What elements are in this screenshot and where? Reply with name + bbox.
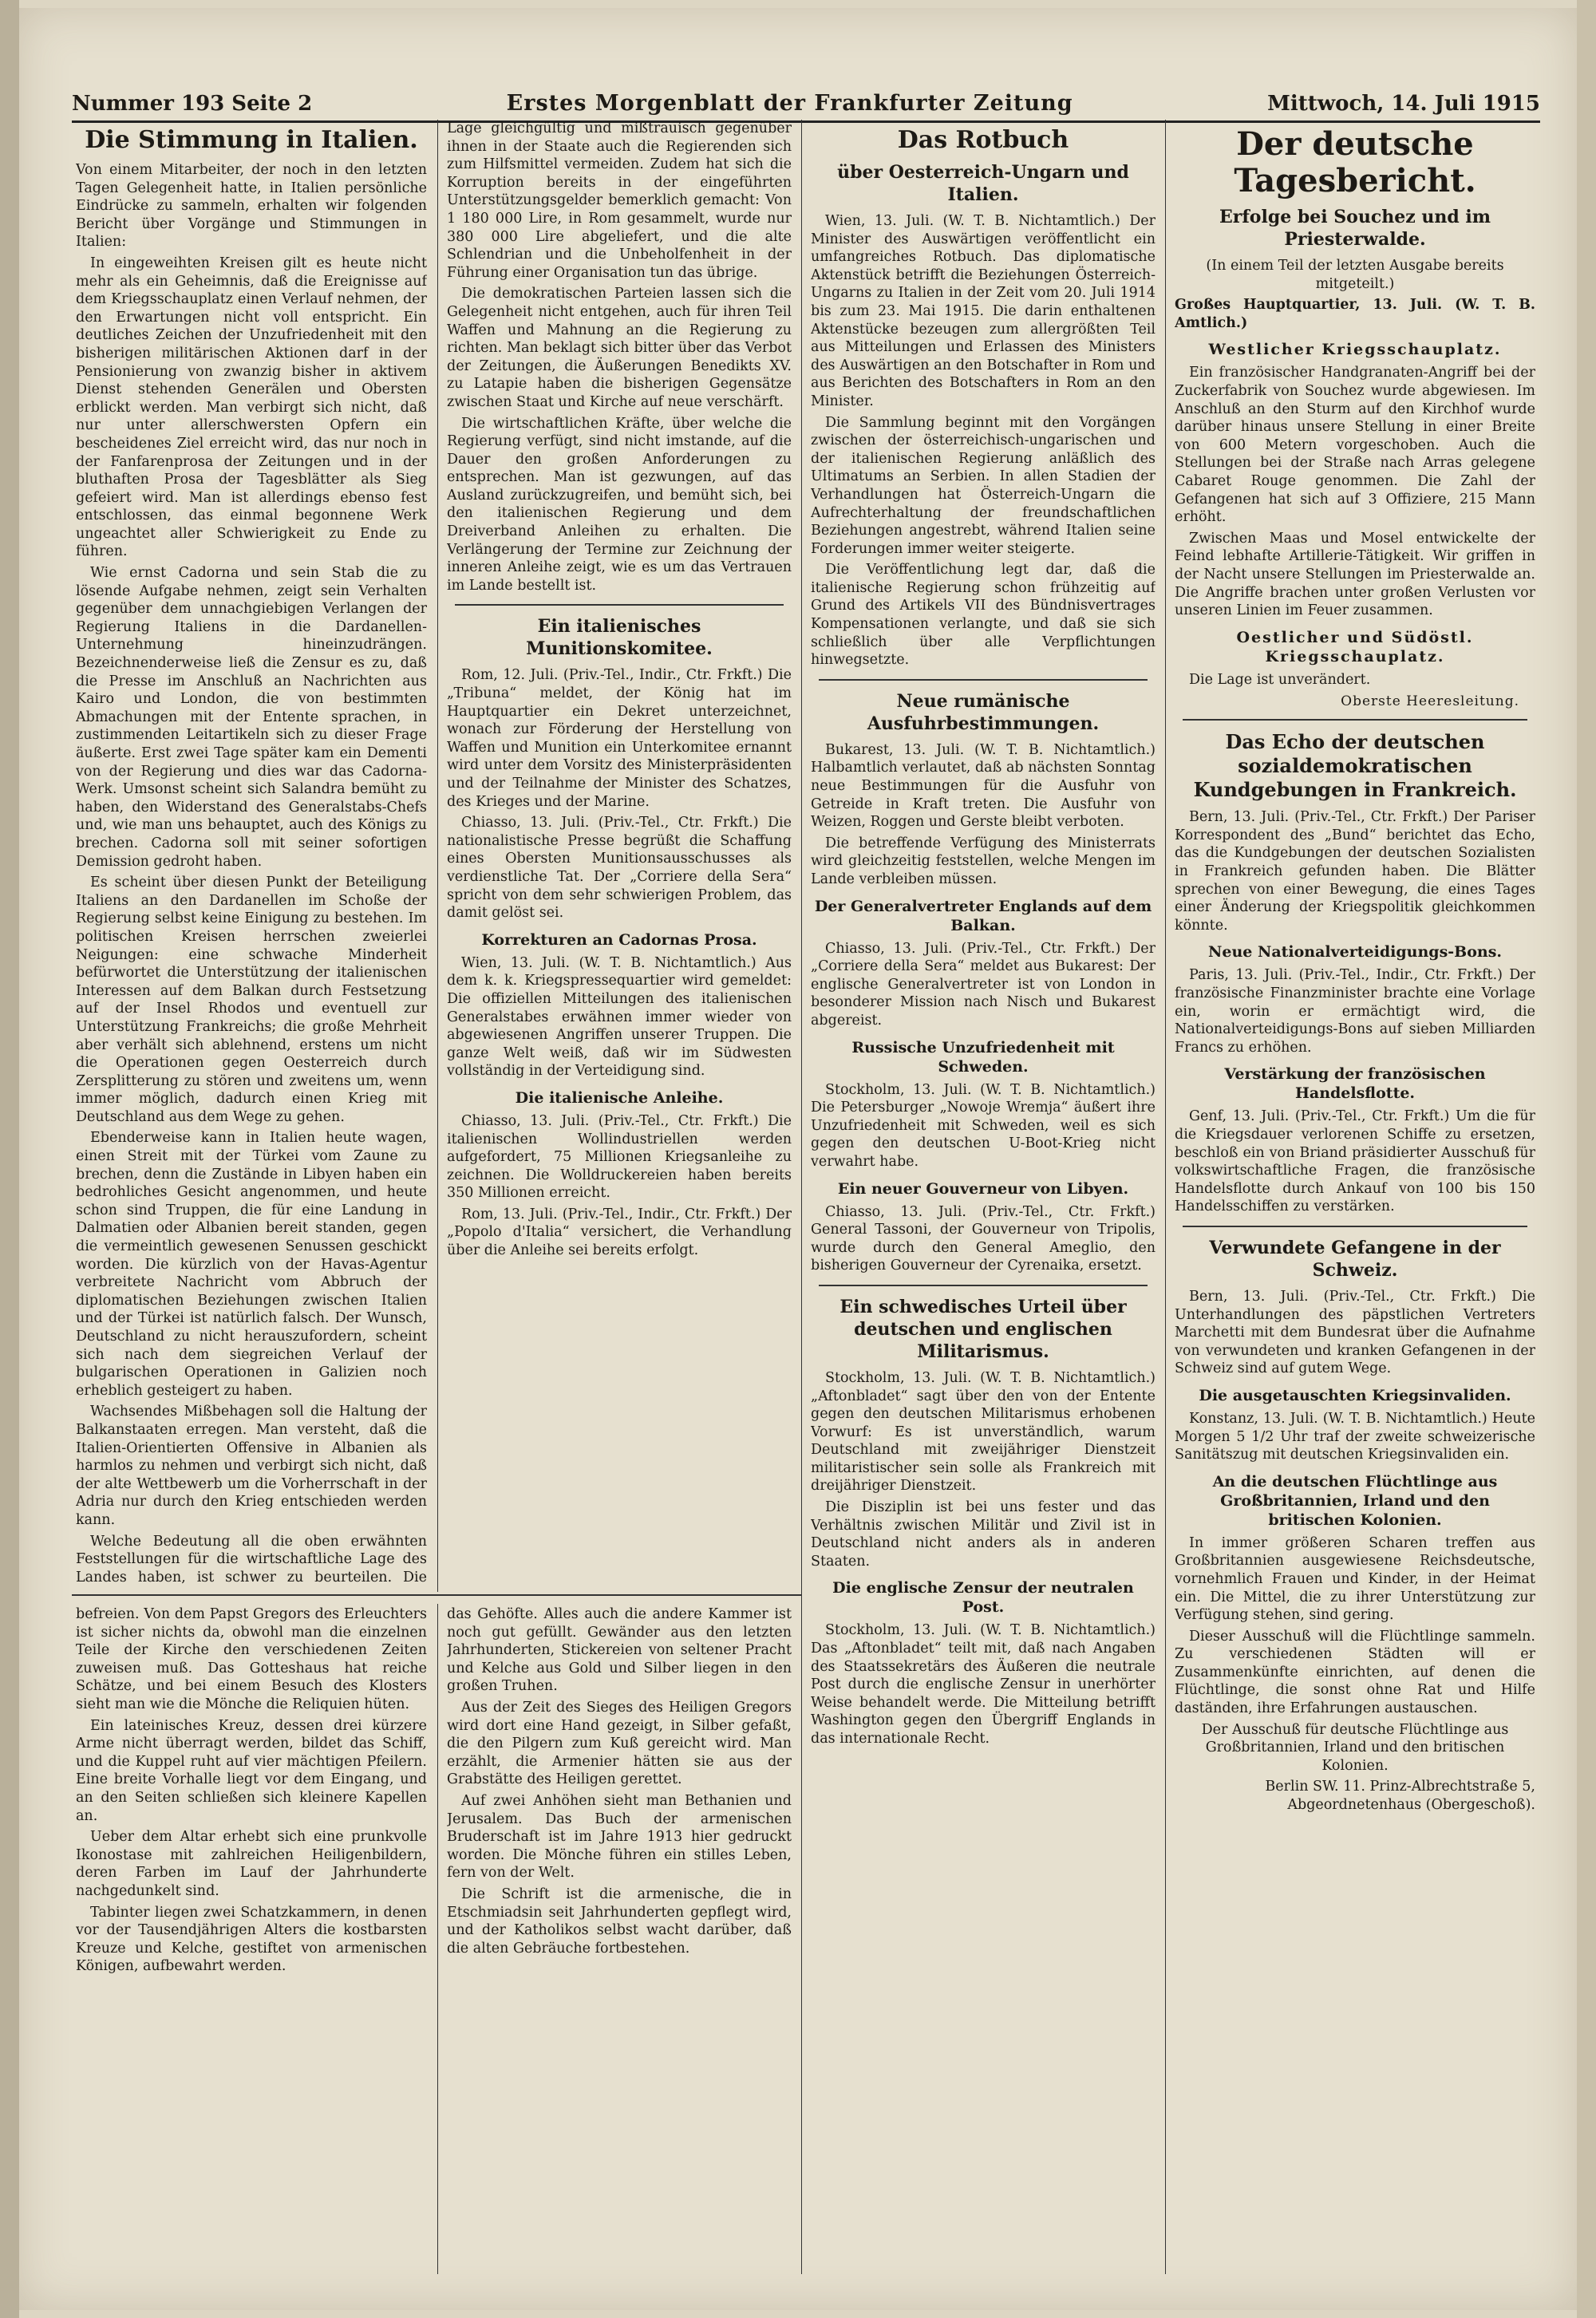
article-paragraph: Es scheint über diesen Punkt der Beteiligung Italiens an den Dardanellen im Schoße der Regierung selbst keine Einigung zu bestehen. Im politischen Kreisen herrschen zweierlei Neigungen: eine schwache Minderheit befürwortet die Unterstützung der italienischen Interessen auf dem Balkan durch Festsetzung auf der Insel Rhodos und eventuell zur Unterstützung Frankreichs; die große Mehrheit aber verhält sich ablehnend, erstens um nicht die Operationen gegen Oesterreich durch Zersplitterung zu stören und zweitens um, wenn immer möglich, dadurch einen Krieg mit Deutschland aus dem Wege zu gehen.: [76, 875, 427, 1125]
article-paragraph: Ein französischer Handgranaten-Angriff bei der Zuckerfabrik von Souchez wurde abgewiesen. Im Anschluß an den Sturm auf den Kirchhof wurde darüber hinaus unsere Stellung in einer Breite von 600 Metern vorgeschoben. Auch die Stellungen bei der Straße nach Arras gelegene Cabaret Rouge genommen. Die Zahl der Gefangenen hat sich auf 3 Offiziere, 215 Mann erhöht.: [1175, 365, 1535, 526]
feuilleton-paragraph: Die Schrift ist die armenische, die in Etschmiadsin seit Jahrhunderten gepflegt wird, und der Katholikos selbst wacht darüber, daß die alten Gebräuche fortbestehen.: [447, 1886, 792, 1957]
feuilleton-paragraph: befreien. Von dem Papst Gregors des Erleuchters ist sicher nichts da, obwohl man die einzelnen Teile der Kirche den verschiedenen Zeiten zuweisen muß. Das Gotteshaus hat reiche Schätze, und bei einem Besuch des Klosters sieht man wie die Mönche die Reliquien hüten.: [76, 1606, 427, 1712]
article-paragraph: Ebenderweise kann in Italien heute wagen, einen Streit mit der Türkei vom Zaune zu brechen, denn die Zustände in Libyen haben ein bedrohliches Gesicht angenommen, und heute schon sind Truppen, die für eine Landung in Dalmatien oder Albanien bereit standen, gegen die vermeintlich gewesenen Senussen geschickt worden. Die kürzlich von der Havas-Agentur verbreitete Nachricht vom Abbruch der diplomatischen Beziehungen zwischen Italien und der Türkei ist natürlich falsch. Der Wunsch, Deutschland zu nicht herauszufordern, scheint sich nach dem siegreichen Verlauf der bulgarischen Operationen in Galizien noch erheblich gesteigert zu haben.: [76, 1130, 427, 1399]
article-paragraph: Paris, 13. Juli. (Priv.-Tel., Indir., Ctr. Frkft.) Der französische Finanzminister brachte eine Vorlage ein, worin er ermächtigt wird, die Nationalverteidigungs-Bons auf sieben Milliarden Francs zu erhöhen.: [1175, 967, 1535, 1056]
column-rule: [1165, 120, 1166, 2274]
article-paragraph: Wie ernst Cadorna und sein Stab die zu lösende Aufgabe nehmen, zeigt sein Verhalten gegenüber dem unnachgiebigen Verlangen der Regierung Italiens in die Dardanellen-Unternehmung hineinzudrängen. Bezeichnenderweise ließ die Zensur es zu, daß die Presse im Anschluß an Nachrichten aus Kairo und London, die von bestimmten Abmachungen mit der Entente sprachen, in zustimmenden Leitartikeln sich zu dieser Frage äußerte. Erst zwei Tage später kam ein Dementi von der Regierung und dies war das Cadorna-Werk. Umsonst scheint sich Salandra bemüht zu haben, den Widerstand des Generalstabs-Chefs und, wie man uns behauptet, auch des Königs zu brechen. Cadorna soll mit seiner sofortigen Demission gedroht haben.: [76, 565, 427, 870]
newspaper-title: Erstes Morgenblatt der Frankfurter Zeitung: [506, 91, 1073, 116]
article-subhead: Korrekturen an Cadornas Prosa.: [481, 930, 757, 949]
article-subhead: Die ausgetauschten Kriegsinvaliden.: [1199, 1386, 1511, 1404]
issue-number: Nummer 193 Seite 2: [72, 92, 313, 116]
article-paragraph: Die Sammlung beginnt mit den Vorgängen zwischen der österreichisch-ungarischen und der italienischen Regierung anläßlich des Ultimatums an Serbien. In allen Stadien der Verhandlungen hat Österreich-Ungarn die Aufrechterhaltung der freundschaftlichen Beziehungen angestrebt, während Italien seine Forderungen immer weiter steigerte.: [811, 414, 1156, 557]
page-shadow-left: [0, 0, 19, 2318]
article-paragraph: Zwischen Maas und Mosel entwickelte der Feind lebhafte Artillerie-Tätigkeit. Wir griffen in der Nacht unsere Stellungen im Priesterwalde an. Die Angriffe brachen unter großen Verlusten vor unseren Linien im Feuer zusammen.: [1175, 530, 1535, 619]
article-note: (In einem Teil der letzten Ausgabe bereits mitgeteilt.): [1206, 258, 1504, 292]
article-subhead: Russische Unzufriedenheit mit Schweden.: [851, 1038, 1115, 1076]
article-paragraph: Stockholm, 13. Juli. (W. T. B. Nichtamtlich.) Die Petersburger „Nowoje Wremja“ äußert ihre Unzufriedenheit mit Schweden, weil es sich gegen den deutschen U-Boot-Krieg nicht verwahrt habe.: [811, 1081, 1156, 1170]
article-paragraph: Genf, 13. Juli. (Priv.-Tel., Ctr. Frkft.) Um die für die Kriegsdauer verlorenen Schiffe zu ersetzen, beschloß ein von Briand präsidierter Ausschuß für volkswirtschaftliche Fragen, die französische Handelsflotte durch Ankauf von 100 bis 150 Handelsschiffen zu verstärken.: [1175, 1108, 1535, 1215]
page-shadow-right: [1577, 0, 1596, 2318]
column-rule: [437, 120, 438, 1592]
feuilleton-paragraph: Ein lateinisches Kreuz, dessen drei kürzere Arme nicht überragt werden, bildet das Schiff, und die Kuppel ruht auf vier mächtigen Pfeilern. Eine breite Vorhalle liegt vor dem Eingang, und an den Seiten schließen sich kleinere Kapellen an.: [76, 1717, 427, 1824]
article-headline: Verwundete Gefangene in der Schweiz.: [1209, 1237, 1501, 1281]
feuilleton-rule: [72, 1594, 801, 1596]
article-signature: Der Ausschuß für deutsche Flüchtlinge aus Großbritannien, Irland und den britischen Kolonien.: [1201, 1721, 1509, 1774]
article-paragraph: Chiasso, 13. Juli. (Priv.-Tel., Ctr. Frkft.) Der „Corriere della Sera“ meldet aus Bukarest: Der englische Generalvertreter ist von London in besonderer Mission nach Nisch und Bukarest abgereist.: [811, 940, 1156, 1029]
section-divider: [1183, 719, 1527, 721]
article-headline: Das Rotbuch: [897, 126, 1069, 154]
feuilleton-column-2: [447, 1605, 792, 2272]
article-paragraph: Konstanz, 13. Juli. (W. T. B. Nichtamtlich.) Heute Morgen 5 1/2 Uhr traf der zweite schweizerische Sanitätszug mit deutschen Kriegsinvaliden ein.: [1175, 1410, 1535, 1463]
column-rule: [437, 1604, 438, 2274]
column-2: [447, 120, 792, 1588]
article-paragraph: Chiasso, 13. Juli. (Priv.-Tel., Ctr. Frkft.) Die nationalistische Presse begrüßt die Schaffung eines Obersten Munitionsausschusses als verdienstliche Tat. Der „Corriere della Sera“ spricht von dem sehr schwierigen Problem, das damit gelöst sei.: [447, 815, 792, 922]
article-subhead: Verstärkung der französischen Handelsflotte.: [1224, 1065, 1486, 1103]
article-subhead: Die italienische Anleihe.: [515, 1088, 724, 1107]
article-paragraph: In eingeweihten Kreisen gilt es heute nicht mehr als ein Geheimnis, daß die Ereignisse auf dem Kriegsschauplatz einen Verlauf nehmen, der den Erwartungen nicht voll entspricht. Ein deutliches Zeichen der Unzufriedenheit mit den bisherigen militärischen Aktionen darf in der Pensionierung von zwanzig bisher in aktivem Dienst stehenden Generälen und Obersten erblickt werden. Man verbirgt sich nicht, daß nur unter allerschwersten Opfern ein bescheidenes Ziel erreicht wird, das nur noch in der Fanfarenprosa der Zeitungen und in der bluthaften Prosa der Tagesblätter als Sieg gefeiert wird. Man ist allerdings ebenso fest entschlossen, das einmal begonnene Werk ungeachtet aller Schwierigkeit zu Ende zu führen.: [76, 255, 427, 560]
article-paragraph: Bern, 13. Juli. (Priv.-Tel., Ctr. Frkft.) Die Unterhandlungen des päpstlichen Vertreters Marchetti mit dem Bundesrat über die Aufnahme von verwundeten und kranken Gefangenen in der Schweiz sind auf gutem Wege.: [1175, 1288, 1535, 1377]
article-subhead: Die englische Zensur der neutralen Post.: [832, 1579, 1134, 1617]
feuilleton-paragraph: Tabinter liegen zwei Schatzkammern, in denen vor der Tausendjährigen Alters die kostbarsten Kreuze und Kelche, gestiftet von armenischen Königen, aufbewahrt werden.: [76, 1904, 427, 1975]
issue-date: Mittwoch, 14. Juli 1915: [1267, 92, 1540, 116]
article-paragraph: Welche Bedeutung all die oben erwähnten Feststellungen für die wirtschaftliche Lage des Landes haben, ist schwer zu beurteilen. Die: [76, 1533, 427, 1585]
article-headline: Das Echo der deutschen sozialdemokratischen Kundgebungen in Frankreich.: [1193, 730, 1517, 802]
article-subhead: Erfolge bei Souchez und im Priesterwalde.: [1219, 207, 1491, 250]
feuilleton-paragraph: Ueber dem Altar erhebt sich eine prunkvolle Ikonostase mit zahlreichen Heiligenbildern, deren Farben im Lauf der Jahrhunderte nachgedunkelt sind.: [76, 1829, 427, 1899]
column-4: [1175, 120, 1535, 2274]
article-paragraph: Wien, 13. Juli. (W. T. B. Nichtamtlich.) Der Minister des Auswärtigen veröffentlicht ein umfangreiches Rotbuch. Das diplomatische Aktenstück betrifft die Beziehungen Österreich-Ungarns zu Italien in der Zeit vom 20. Juli 1914 bis zum 23. Mai 1915. Die darin enthaltenen Aktenstücke bezeugen zum allergrößten Teil aus Mitteilungen und Erlassen des Ministers des Auswärtigen an den Botschafter in Rom und aus Berichten des Botschafters in Rom an den Minister.: [811, 213, 1156, 409]
article-headline: Die Stimmung in Italien.: [85, 126, 418, 154]
article-paragraph: Wachsendes Mißbehagen soll die Haltung der Balkanstaaten erregen. Man versteht, daß die Italien-Orientierten Offensive in Albanien als harmlos zu nehmen und verbirgt sich nicht, daß der alte Wettbewerb um die Vorherrschaft in der Adria nur durch den Krieg entschieden werden kann.: [76, 1404, 427, 1528]
section-divider: [819, 1285, 1148, 1286]
article-paragraph: Dieser Ausschuß will die Flüchtlinge sammeln. Zu verschiedenen Städten will er Zusammenkünfte einrichten, auf denen die Flüchtlinge, die sonst ohne Rat und Hilfe daständen, ihre Erfahrungen austauschen.: [1175, 1628, 1535, 1717]
article-paragraph: Stockholm, 13. Juli. (W. T. B. Nichtamtlich.) Das „Aftonbladet“ teilt mit, daß nach Angaben des Staatssekretärs des Äußeren die neutrale Post durch die englische Zensur in unerhörter Weise behandelt werde. Die Mitteilung betrifft Washington gegen den Übergriff Englands in das internationale Recht.: [811, 1622, 1156, 1747]
article-paragraph: Stockholm, 13. Juli. (W. T. B. Nichtamtlich.) „Aftonbladet“ sagt über den von der Entente gegen den deutschen Militarismus erhobenen Vorwurf: Es ist unverständlich, warum Deutschland mit zweijähriger Dienstzeit militaristischer sein solle als Frankreich mit dreijähriger Dienstzeit.: [811, 1369, 1156, 1495]
column-3: [811, 120, 1156, 2274]
article-paragraph: Wien, 13. Juli. (W. T. B. Nichtamtlich.) Aus dem k. k. Kriegspressequartier wird gemeldet: Die offiziellen Mitteilungen des italienischen Generalstabes erwähnen immer wieder von abgewiesenen Angriffen unserer Truppen. Die ganze Welt weiß, daß wir im Südwesten vollständig in der Verteidigung sind.: [447, 954, 792, 1080]
article-subhead: An die deutschen Flüchtlinge aus Großbritannien, Irland und den britischen Kolonien.: [1212, 1472, 1498, 1529]
article-headline: Ein schwedisches Urteil über deutschen und englischen Militarismus.: [839, 1296, 1127, 1362]
masthead: [72, 76, 1540, 123]
article-paragraph: Bern, 13. Juli. (Priv.-Tel., Ctr. Frkft.) Der Pariser Korrespondent des „Bund“ berichtet das Echo, das die Kundgebungen der deutschen Sozialisten in Frankreich gefunden haben. Die Blätter sprechen von einer Bewegung, die eines Tages einer Änderung der Kriegspolitik gleichkommen könnte.: [1175, 809, 1535, 934]
feuilleton-column-1: [76, 1605, 427, 2272]
article-subhead: Neue Nationalverteidigungs-Bons.: [1207, 943, 1503, 962]
section-title: Westlicher Kriegsschauplatz.: [1208, 341, 1502, 359]
article-stimmung-italien: [76, 120, 427, 1588]
feuilleton-paragraph: Aus der Zeit des Sieges des Heiligen Gregors wird dort eine Hand gezeigt, in Silber gefaßt, die den Pilgern zum Kuß gereicht wird. Man erzählt, die Armenier hätten sie aus der Grabstätte des Heiligen gerettet.: [447, 1699, 792, 1788]
article-subhead: Der Generalvertreter Englands auf dem Balkan.: [814, 897, 1152, 934]
article-dateline: Großes Hauptquartier, 13. Juli. (W. T. B. Amtlich.): [1175, 297, 1535, 331]
article-paragraph: Chiasso, 13. Juli. (Priv.-Tel., Ctr. Frkft.) General Tassoni, der Gouverneur von Tripolis, wurde durch den General Ameglio, den bisherigen Gouverneur der Cyrenaika, ersetzt.: [811, 1203, 1156, 1274]
section-divider: [819, 679, 1148, 681]
article-paragraph: Rom, 13. Juli. (Priv.-Tel., Indir., Ctr. Frkft.) Der „Popolo d'Italia“ versichert, die Verhandlung über die Anleihe sei bereits erfolgt.: [447, 1206, 792, 1259]
article-subhead: über Oesterreich-Ungarn und Italien.: [837, 162, 1129, 205]
article-signature: Oberste Heeresleitung.: [1341, 693, 1519, 710]
article-paragraph: Die Veröffentlichung legt dar, daß die italienische Regierung schon frühzeitig auf Grund des Artikels VII des Bündnisvertrages Kompensationen verlangte, und daß sie sich schließlich über alle Verpflichtungen hinwegsetzte.: [811, 562, 1156, 669]
article-paragraph: Die Disziplin ist bei uns fester und das Verhältnis zwischen Militär und Zivil ist in Deutschland nicht anders als in anderen Staaten.: [811, 1499, 1156, 1570]
section-divider: [455, 604, 784, 606]
column-rule: [801, 120, 802, 2274]
article-headline: Der deutsche Tagesbericht.: [1234, 125, 1476, 199]
feuilleton-paragraph: Auf zwei Anhöhen sieht man Bethanien und Jerusalem. Das Buch der armenischen Bruderschaft ist im Jahre 1913 hier gedruckt worden. Die Mönche führen ein stilles Leben, fern von der Welt.: [447, 1792, 792, 1882]
article-paragraph: Lage gleichgültig und mißtrauisch gegenüber ihnen in der Staate auch die Regierenden sich zum Hilfsmittel vermeiden. Zudem hat sich die Korruption bereits in der eingeführten Unterstützungsgelder bemerklich gemacht: Von 1 180 000 Lire, in Rom gesammelt, wurde nur 380 000 Lire abgeliefert, und die alte Schlendrian und die Unbeholfenheit in der Führung einer Organisation tun das übrige.: [447, 120, 792, 281]
article-paragraph: Bukarest, 13. Juli. (W. T. B. Nichtamtlich.) Halbamtlich verlautet, daß ab nächsten Sonntag neue Bestimmungen für die Ausfuhr von Getreide in Kraft treten. Die Ausfuhr von Weizen, Roggen und Gerste bleibt verboten.: [811, 741, 1156, 831]
article-paragraph: Die Lage ist unverändert.: [1189, 671, 1371, 688]
article-paragraph: Die wirtschaftlichen Kräfte, über welche die Regierung verfügt, sind nicht imstande, auf die Dauer den großen Anforderungen zu entsprechen. Man ist gezwungen, auf das Ausland zurückzugreifen, und bemüht sich, bei den italienischen Regierung und dem Dreiverband Anleihen zu erhalten. Die Verlängerung der Termine zur Zeichnung der inneren Anleihe zeigt, wie es um das Vertrauen im Lande bestellt ist.: [447, 415, 792, 594]
article-subhead: Ein neuer Gouverneur von Libyen.: [837, 1179, 1129, 1198]
article-headline: Neue rumänische Ausfuhrbestimmungen.: [867, 690, 1100, 734]
section-title: Oestlicher und Südöstl. Kriegsschauplatz.: [1236, 628, 1474, 665]
article-paragraph: Die demokratischen Parteien lassen sich die Gelegenheit nicht entgehen, auch für ihren Teil Waffen und Mahnung an die Regierung zu richten. Man beklagt sich bitter über das Verbot der Zeitungen, die Äußerungen Benedikts XV. zu Latapie haben die bisherigen Gegensätze zwischen Staat und Kirche auf neue verschärft.: [447, 286, 792, 410]
article-paragraph: Die betreffende Verfügung des Ministerrats wird gleichzeitig feststellen, welche Mengen im Lande verbleiben müssen.: [811, 835, 1156, 887]
article-paragraph: Chiasso, 13. Juli. (Priv.-Tel., Ctr. Frkft.) Die italienischen Wollindustriellen werden aufgefordert, 75 Millionen Kriegsanleihe zu zeichnen. Die Wolldruckereien haben bereits 350 Millionen erreicht.: [447, 1112, 792, 1202]
article-paragraph: Von einem Mitarbeiter, der noch in den letzten Tagen Gelegenheit hatte, in Italien persönliche Eindrücke zu sammeln, erhalten wir folgenden Bericht über Vorgänge und Stimmungen in Italien:: [76, 162, 427, 251]
article-headline: Ein italienisches Munitionskomitee.: [526, 616, 713, 660]
article-paragraph: Rom, 12. Juli. (Priv.-Tel., Indir., Ctr. Frkft.) Die „Tribuna“ meldet, der König hat im Hauptquartier ein Dekret unterzeichnet, wonach zur Förderung der Herstellung von Waffen und Munition ein Unterkomitee ernannt wird unter dem Vorsitz des Ministerpräsidenten und der Teilnahme der Minister des Schatzes, des Krieges und der Marine.: [447, 667, 792, 810]
section-divider: [1183, 1226, 1527, 1227]
feuilleton-paragraph: das Gehöfte. Alles auch die andere Kammer ist noch gut gefüllt. Gewänder aus den letzten Jahrhunderten, Stickereien von seltener Pracht und Kelche aus Gold und Silber liegen in den großen Truhen.: [447, 1606, 792, 1695]
article-paragraph: In immer größeren Scharen treffen aus Großbritannien ausgewiesene Reichsdeutsche, vornehmlich Frauen und Kinder, in der Heimat ein. Die Mittel, die zu ihrer Unterstützung zur Verfügung stehen, sind gering.: [1175, 1534, 1535, 1624]
article-address: Berlin SW. 11. Prinz-Albrechtstraße 5, Abgeordnetenhaus (Obergeschoß).: [1265, 1779, 1535, 1814]
